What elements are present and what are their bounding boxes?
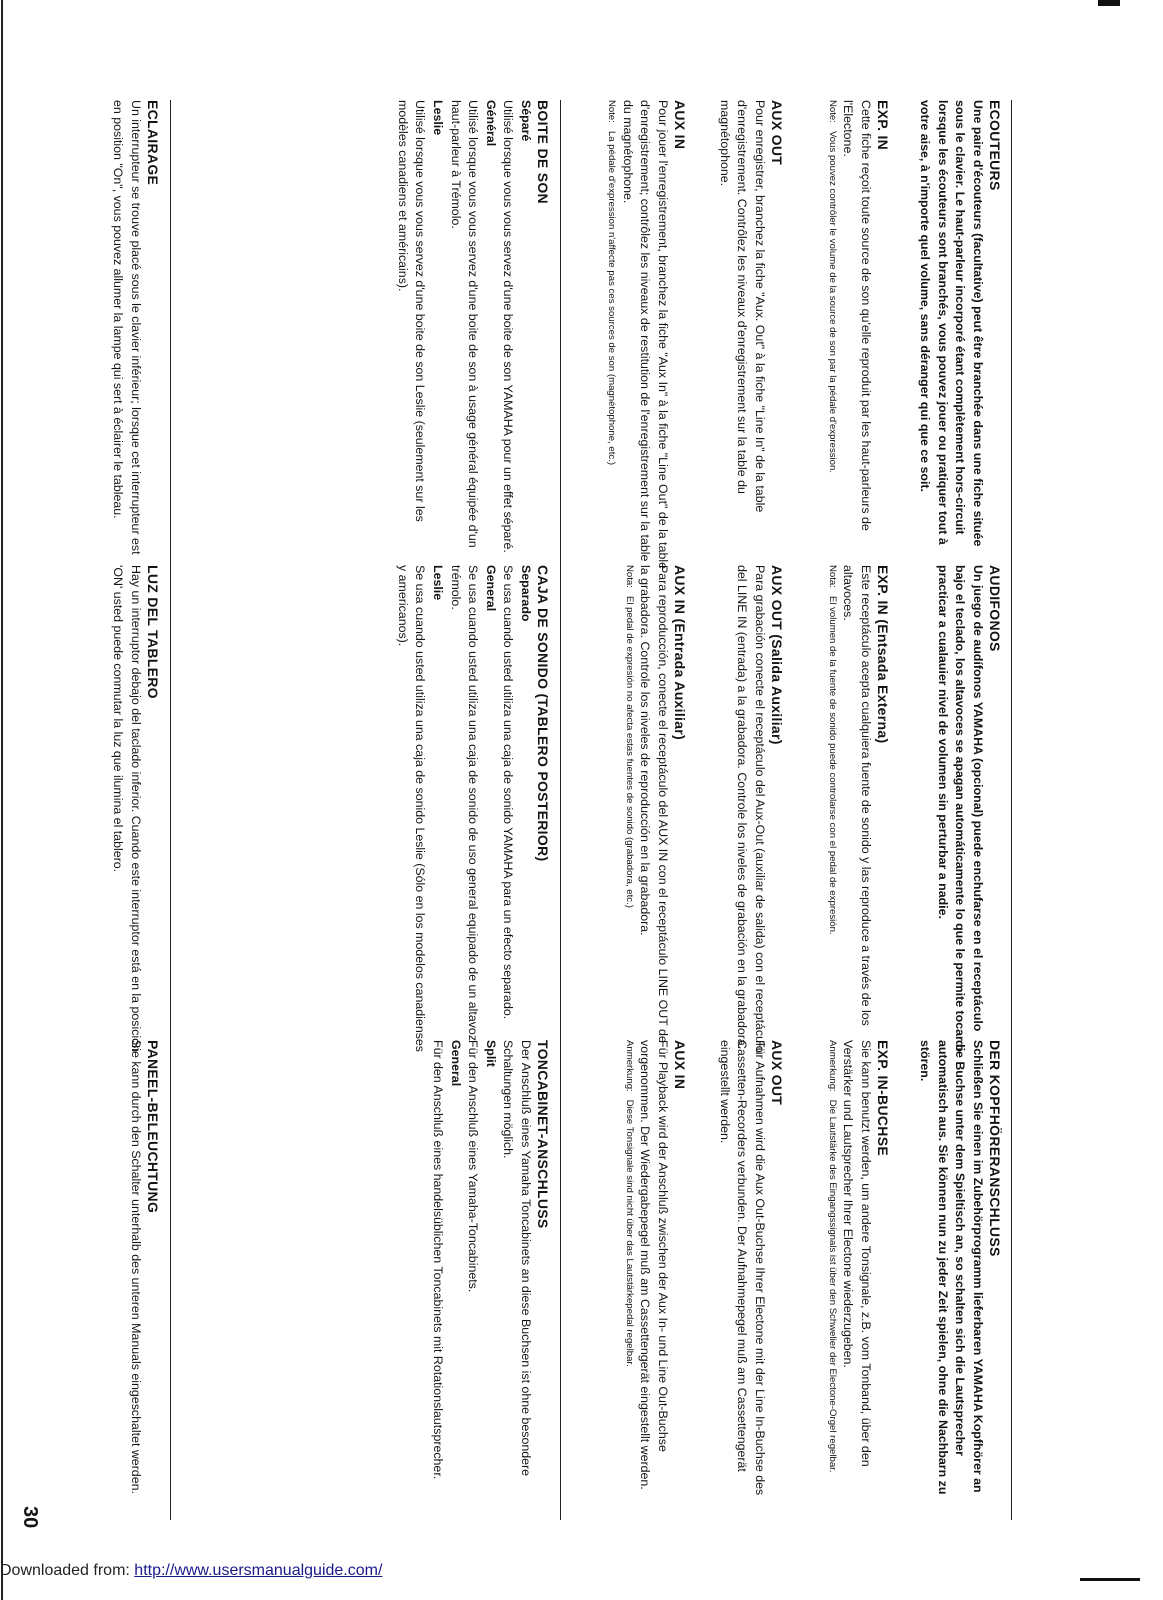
text-split: Für den Anschluß eines Yamaha-Toncabinets. xyxy=(466,1040,481,1293)
heading-aux-out-es: AUX OUT (Salida Auxiliar) xyxy=(769,565,785,745)
section-audifonos xyxy=(933,565,1003,1055)
heading-aux-in-de: AUX IN xyxy=(672,1040,688,1090)
heading-aux-in-es: AUX IN (Entrada Auxiliar) xyxy=(672,565,688,741)
text-audifonos: Un juego de audífonos YAMAHA (opcional) puede enchufarse en el receptáculo bajo el teclado, los altavoces se apagan automáticamente lo que le permite tocar o practicar a cualauier nivel de volumen sin perturbar a nadie. xyxy=(935,565,985,1052)
rule-top xyxy=(1011,100,1012,1520)
footer-link[interactable]: http://www.usersmanualguide.com/ xyxy=(134,1562,383,1579)
rule-edge xyxy=(1,0,3,1600)
text-aux-out-es: Para grabación conecte el receptáculo del Aux-Out (auxiliar de salida) con el receptáculo del LINE IN (entrada) a la grabadora. Controle los niveles de grabación en la grabadora. xyxy=(735,565,767,1053)
note-exp-in-de xyxy=(826,1040,839,1510)
sub-separado: Separado xyxy=(519,565,533,622)
text-exp-in-fr: Cette fiche reçoit toute source de son qu'elle reproduit par les haut-parleurs de l'Electone. xyxy=(841,100,873,531)
note-label: Anmerkung: xyxy=(826,1040,838,1092)
note-label: Nota: xyxy=(623,565,635,588)
heading-exp-in-es: EXP. IN (Entsada Externa) xyxy=(875,565,891,744)
heading-exp-in-de: EXP. IN-BUCHSE xyxy=(875,1040,891,1156)
text-paneel: Sie kann durch den Schalter unterhalb des unteren Manuals eingeschaltet werden. xyxy=(129,1040,143,1494)
note-label: Note: xyxy=(826,100,838,123)
sub-general-es: General xyxy=(483,565,498,612)
heading-exp-in-fr: EXP. IN xyxy=(875,100,891,151)
section-exp-in-fr xyxy=(826,100,891,570)
sub-general-fr: Général xyxy=(483,100,498,147)
text-ecouteurs: Une paire d'écouteurs (facultative) peut être branchée dans une fiche située sous le clavier. Le haut-parleur incorporé étant complètement hors-circuit lorsque les écouteurs sont branchés, vous pouvez jouer ou pratiquer tout à votre aise, à n'importe quel volume, sans déranger qui que ce soit. xyxy=(918,100,985,547)
note-label: Nota: xyxy=(826,565,838,588)
note-exp-in-fr xyxy=(826,100,839,570)
sub-leslie-es: Leslie xyxy=(431,565,446,601)
section-boite xyxy=(393,100,551,570)
section-kopfhoerer xyxy=(916,1040,1003,1510)
note-aux-in-de xyxy=(623,1040,636,1510)
text-aux-in-fr: Pour jouer l'enregistrement, branchez la fiche "Aux In" à la fiche "Line Out" de la table d'enregistrement; contrôlez les niveaux de restitution de l'enregistrement sur la table du magnétophone. xyxy=(620,100,670,570)
text-aux-in-de: Für Playback wird der Anschluß zwischen der Aux In- und Line Out-Buchse vorgenommen. Der Wiedergabepegel muß am Cassettengerät eingestellt werden. xyxy=(638,1040,670,1490)
text-general-es: Se usa cuando usted utiliza una caja de sonido de uso general equipado de un altavoz trémolo. xyxy=(448,565,481,1042)
sub-split: Split xyxy=(483,1040,498,1067)
section-ecouteurs xyxy=(916,100,1003,570)
section-aux-out-fr xyxy=(715,100,785,570)
heading-kopfhoerer: DER KOPFHÖRERANSCHLUSS xyxy=(987,1040,1003,1257)
heading-ecouteurs: ECOUTEURS xyxy=(987,100,1003,191)
note-aux-in-es xyxy=(623,565,636,1055)
scan-corner-mark xyxy=(1098,0,1120,6)
text-aux-out-fr: Pour enregistrer, branchez la fiche "Aux. Out" à la fiche "Line In" de la table d'enregistrement. Contrôlez les niveaux d'enregistrement sur la table du magnétophone. xyxy=(717,100,767,513)
scan-bottom-mark xyxy=(1080,1578,1140,1581)
footer-prefix: Downloaded from: xyxy=(0,1562,130,1579)
note-text: Vous pouvez contrôler le volume de la source de son par la pédale d'expression. xyxy=(826,130,838,474)
text-general-de: Für den Anschluß eines handelsüblichen Toncabinets mit Rotationslautsprecher. xyxy=(431,1040,446,1480)
text-exp-in-de: Sie kann benutzt werden, um andere Tonsignale, z.B. vom Tonband, über den Verstärker und Lautsprecher Ihrer Electone wiederzugeben. xyxy=(841,1040,873,1467)
note-text: Diese Tonsignale sind nicht über das Lautstärkepedal regelbar. xyxy=(623,1099,635,1367)
text-exp-in-es: Este receptáculo acepta cualquiera fuente de sonido y las reproduce a través de los altavoces. xyxy=(841,565,873,1026)
text-kopfhoerer: Schließen Sie einen im Zubehörprogramm lieferbaren YAMAHA Kopfhörer an die Buchse unter dem Spieltisch an, so schalten sich die Lautsprecher automatisch aus. Sie können nun zu jeder Zeit spielen, ohne die Nachbarn zu stören. xyxy=(918,1040,985,1495)
heading-paneel: PANEEL-BELEUCHTUNG xyxy=(145,1040,161,1214)
note-text: El volumen de la fuente de sonido puede controlarse con el pedal de expresión. xyxy=(826,595,838,935)
section-luz xyxy=(109,565,161,1055)
note-label: Anmerkung: xyxy=(623,1040,635,1092)
text-toncab: Der Anschluß eines Yamaha Toncabinets an diese Buchsen ist ohne besondere Schaltungen möglich. xyxy=(501,1040,533,1477)
section-aux-in-de xyxy=(623,1040,688,1510)
heading-boite: BOITE DE SON xyxy=(535,100,551,204)
sub-separe: Séparé xyxy=(519,100,533,142)
text-eclairage: Un interrupteur se trouve placé sous le clavier inférieur; lorsque cet interrupteur est en position "On", vous pouvez allumer la lampe qui sert à éclairer le tableau. xyxy=(111,100,143,555)
note-text: La pédale d'expression n'affecte pas ces sources de son (magnétophone, etc.) xyxy=(606,130,618,466)
heading-aux-in-fr: AUX IN xyxy=(672,100,688,150)
text-general-fr: Utilisé lorsque vous vous servez d'une boite de son à usage général équipée d'un haut-parleur à Trémolo. xyxy=(448,100,481,548)
text-leslie-fr: Utilisé lorsque vous vous servez d'une boite de son Leslie (seulement sur les modèles canadiens et américains). xyxy=(395,100,428,522)
text-separado: Se usa cuando usted utiliza una caja de sonido YAMAHA para un efecto separado. xyxy=(501,565,516,1020)
text-aux-in-es: Para reproducción, conecte el receptáculo del AUX IN con el receptáculo LINE OUT de la grabadora. Controle los niveles de reproducción en la grabadora. xyxy=(638,565,670,1043)
section-eclairage xyxy=(109,100,161,570)
sub-general-de: General xyxy=(448,1040,463,1087)
heading-audifonos: AUDIFONOS xyxy=(987,565,1003,652)
section-aux-out-es xyxy=(733,565,785,1055)
note-label: Note: xyxy=(606,100,618,123)
section-caja xyxy=(393,565,551,1055)
sub-leslie-fr: Leslie xyxy=(431,100,446,136)
text-luz: Hay un interruptor debajo del taclado inferior. Cuando este interruptor está en la posición 'ON' usted puede conmutar la luz que ilumina el tablero. xyxy=(111,565,143,1052)
heading-caja: CAJA DE SONIDO (TABLERO POSTERIOR) xyxy=(535,565,551,862)
heading-aux-out-de: AUX OUT xyxy=(769,1040,785,1106)
page-number: 30 xyxy=(19,1506,41,1529)
note-exp-in-es xyxy=(826,565,839,1055)
section-paneel xyxy=(126,1040,161,1510)
section-toncab xyxy=(428,1040,551,1510)
section-aux-in-es xyxy=(623,565,688,1055)
rule-middle xyxy=(560,100,561,1520)
note-text: El pedal de expresión no afecta estas fuentes de sonido (grabadora, etc.) xyxy=(623,595,635,908)
heading-eclairage: ECLAIRAGE xyxy=(145,100,161,186)
download-footer xyxy=(0,1562,382,1580)
section-aux-out-de xyxy=(715,1040,785,1510)
rule-lower xyxy=(170,100,171,1520)
text-aux-out-de: Für Aufnahmen wird die Aux Out-Buchse Ihrer Electone mit der Line In-Buchse des Cassetten-Recorders verbunden. Der Aufnahmepegel muß am Cassettengerät eingestellt werden. xyxy=(717,1040,767,1496)
heading-luz: LUZ DEL TABLERO xyxy=(145,565,161,699)
section-exp-in-es xyxy=(826,565,891,1055)
note-aux-in-fr xyxy=(605,100,618,570)
heading-aux-out-fr: AUX OUT xyxy=(769,100,785,166)
text-leslie-es: Se usa cuando usted utiliza una caja de sonido Leslie (Sólo en los modelos canadienses y americanos). xyxy=(395,565,428,1052)
text-separe: Utilisé lorsque vous vous servez d'une boite de son YAMAHA pour un effet séparé. xyxy=(501,100,516,553)
note-text: Die Lautstärke des Eingangssignals ist über den Schwelier der Electone-Orgel regelbar. xyxy=(826,1099,838,1473)
section-exp-in-de xyxy=(826,1040,891,1510)
heading-toncab: TONCABINET-ANSCHLUSS xyxy=(535,1040,551,1229)
section-aux-in-fr xyxy=(605,100,688,570)
